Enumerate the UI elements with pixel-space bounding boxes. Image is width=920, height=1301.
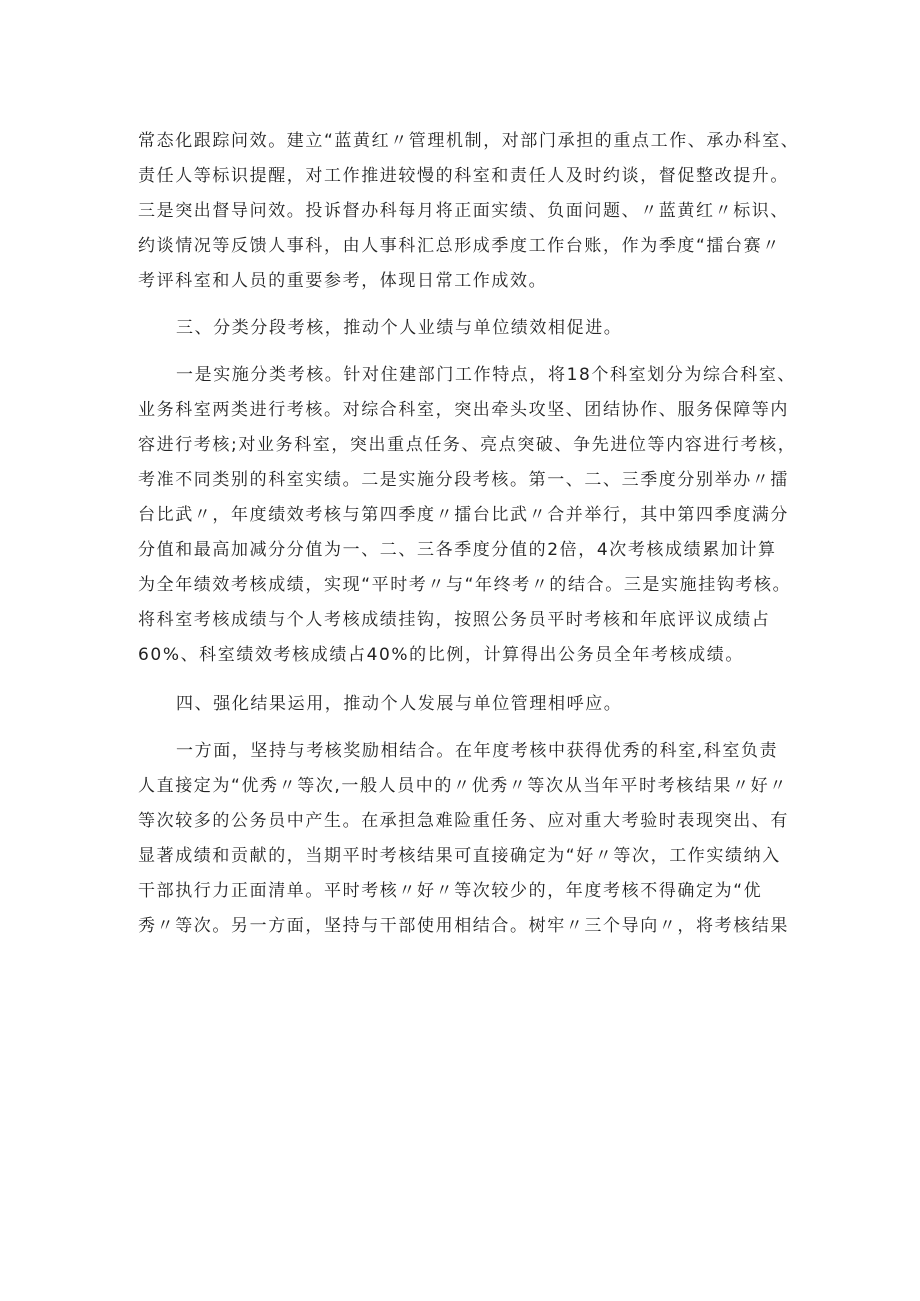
text-line: 考准不同类别的科室实绩。二是实施分段考核。第一、二、三季度分别举办〃擂 [138,470,789,490]
text-line: 责任人等标识提醒，对工作推进较慢的科室和责任人及时约谈，督促整改提升。 [138,166,789,186]
document-body [138,124,810,944]
section-heading: 三、分类分段考核，推动个人业绩与单位绩效相促进。 [176,318,623,338]
text-line: 容进行考核;对业务科室，突出重点任务、亮点突破、争先进位等内容进行考核， [138,435,797,455]
text-line: 常态化跟踪问效。建立“蓝黄红〃管理机制，对部门承担的重点工作、承办科室、 [138,131,800,151]
text-line: 台比武〃，年度绩效考核与第四季度〃擂台比武〃合并举行，其中第四季度满分 [138,505,789,525]
paragraph-gap [138,722,810,734]
text-line: 等次较多的公务员中产生。在承担急难险重任务、应对重大考验时表现突出、有 [138,811,789,831]
paragraph-first-line: 一方面，坚持与考核奖励相结合。在年度考核中获得优秀的科室,科室负责 [176,741,779,761]
text-line: 60%、科室绩效考核成绩占40%的比例，计算得出公务员全年考核成绩。 [138,645,744,665]
paragraph-first-line: 一是实施分类考核。针对住建部门工作特点，将18个科室划分为综合科室、 [176,365,797,385]
text-line: 分值和最高加减分分值为一、二、三各季度分值的2倍，4次考核成绩累加计算 [138,540,777,560]
text-line: 显著成绩和贡献的，当期平时考核结果可直接确定为“好〃等次，工作实绩纳入 [138,846,781,866]
text-line: 三是突出督导问效。投诉督办科每月将正面实绩、负面问题、〃蓝黄红〃标识、 [138,201,789,221]
text-line: 业务科室两类进行考核。对综合科室，突出牵头攻坚、团结协作、服务保障等内 [138,400,789,420]
text-line: 将科室考核成绩与个人考核成绩挂钩，按照公务员平时考核和年底评议成绩占 [138,610,771,630]
text-line: 约谈情况等反馈人事科，由人事科汇总形成季度工作台账，作为季度“擂台赛〃 [138,236,781,256]
text-line: 秀〃等次。另一方面，坚持与干部使用相结合。树牢〃三个导向〃，将考核结果 [138,916,789,936]
paragraph-gap [138,346,810,358]
paragraph-gap [138,673,810,687]
section-heading: 四、强化结果运用，推动个人发展与单位管理相呼应。 [176,694,623,714]
paragraph-gap [138,299,810,311]
text-line: 为全年绩效考核成绩，实现“平时考〃与“年终考〃的结合。三是实施挂钩考核。 [138,575,792,595]
text-line: 人直接定为“优秀〃等次,一般人员中的〃优秀〃等次从当年平时考核结果〃好〃 [138,776,788,796]
text-line: 考评科室和人员的重要参考，体现日常工作成效。 [138,271,548,291]
text-line: 干部执行力正面清单。平时考核〃好〃等次较少的，年度考核不得确定为“优 [138,881,763,901]
